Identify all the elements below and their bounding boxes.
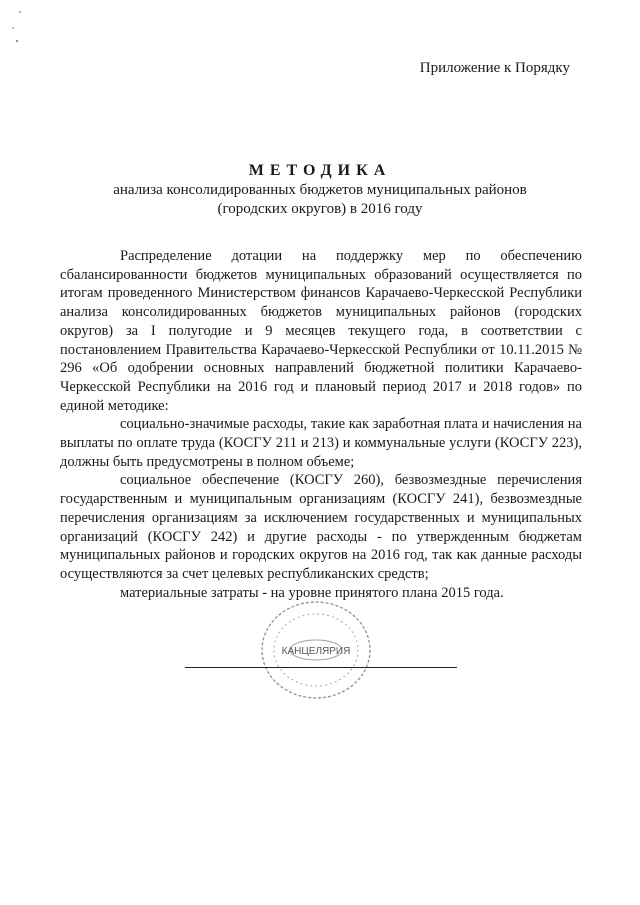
attachment-header: Приложение к Порядку (419, 60, 570, 76)
stamp-text: КАНЦЕЛЯРИЯ (281, 646, 351, 657)
document-body (60, 247, 582, 602)
document-subtitle (60, 181, 580, 219)
paragraph-social-expenses: социально-значимые расходы, такие как заработная плата и начисления на выплаты по оплате труда (КОСГУ 211 и 213) и коммунальные услуги (КОСГУ 223), должны быть предусмотрены в полном объеме; (60, 416, 582, 470)
signature-line (185, 667, 457, 668)
document-title: МЕТОДИКА (248, 162, 392, 179)
scan-specks (8, 8, 28, 48)
office-stamp (250, 592, 382, 702)
paragraph-intro: Распределение дотации на поддержку мер по обеспечению сбалансированности бюджетов муниципальных образований осуществляется по итогам проведенного Министерством финансов Карачаево-Черкесской Республики анализа консолидированных бюджетов муниципальных районов (городских округов) за I полугодие и 9 месяцев текущего года, в соответствии с постановлением Правительства Карачаево-Черкесской Республики от 10.11.2015 № 296 «Об одобрении основных направлений бюджетной политики Карачаево-Черкесской Республики на 2016 год и плановый период 2017 и 2018 годов» по единой методике: (60, 248, 582, 414)
paragraph-material-costs: материальные затраты - на уровне принятого плана 2015 года. (120, 584, 504, 601)
subtitle-line-1: анализа консолидированных бюджетов муниципальных районов (113, 182, 527, 198)
subtitle-line-2: (городских округов) в 2016 году (217, 201, 423, 217)
paragraph-social-security: социальное обеспечение (КОСГУ 260), безвозмездные перечисления государственным и муниципальным организациям (КОСГУ 241), безвозмездные перечисления организациям за исключением государственных и муниципальных организаций (КОСГУ 242) и другие расходы - по утвержденным бюджетам муниципальных районов и городских округов на 2016 год, так как данные расходы осуществляются за счет целевых республиканских средств; (60, 472, 582, 582)
